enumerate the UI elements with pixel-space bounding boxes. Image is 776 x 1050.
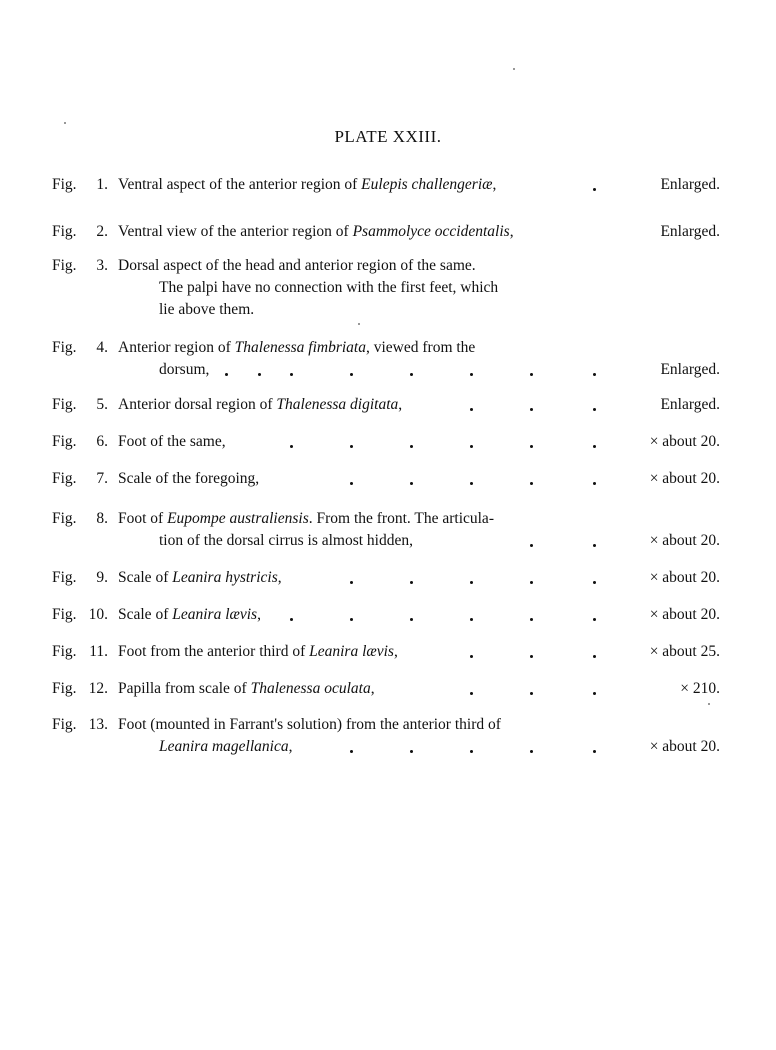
figure-label: Fig. <box>52 223 77 240</box>
figure-line <box>0 223 776 245</box>
species-name: Leanira hystricis <box>172 569 278 586</box>
figure-description <box>118 643 398 661</box>
description-text: Anterior dorsal region of <box>118 396 277 413</box>
figure-label: Fig. <box>52 176 77 193</box>
figure-number: 7. <box>96 470 108 487</box>
leader-dot <box>593 445 596 448</box>
description-text: Foot (mounted in Farrant's solution) from the anterior third of <box>118 716 501 733</box>
figure-description <box>118 470 259 488</box>
description-text: , <box>492 176 497 193</box>
magnification: × about 20. <box>649 433 720 450</box>
leader-dot <box>350 482 353 485</box>
magnification: × about 20. <box>649 569 720 586</box>
leader-dot <box>350 750 353 753</box>
leader-dot <box>530 655 533 658</box>
leader-dot <box>470 750 473 753</box>
description-text: Ventral view of the anterior region of <box>118 223 353 240</box>
figure-label: Fig. <box>52 606 77 623</box>
species-name: Psammolyce occidentalis <box>352 223 510 240</box>
figure-line <box>0 510 776 532</box>
species-name: Thalenessa fimbriata <box>234 339 366 356</box>
figure-line <box>0 716 776 738</box>
magnification: × 210. <box>680 680 720 697</box>
description-text: , <box>288 738 293 755</box>
scan-speck <box>358 323 360 325</box>
description-text: , <box>398 396 403 413</box>
leader-dot <box>350 445 353 448</box>
figure-description <box>118 223 514 241</box>
leader-dot <box>350 581 353 584</box>
figure-line <box>0 396 776 418</box>
magnification: × about 20. <box>649 470 720 487</box>
species-name: Eupompe australiensis <box>167 510 309 527</box>
figure-line <box>0 339 776 361</box>
figure-number: 11. <box>89 643 108 660</box>
leader-dot <box>410 618 413 621</box>
description-text: lie above them. <box>159 301 255 318</box>
figure-number: 8. <box>96 510 108 527</box>
figure-number: 12. <box>88 680 108 697</box>
figure-line <box>0 361 776 383</box>
description-text: Scale of the foregoing, <box>118 470 260 487</box>
magnification: × about 20. <box>649 606 720 623</box>
leader-dot <box>593 482 596 485</box>
leader-dot <box>593 373 596 376</box>
figure-number: 1. <box>96 176 108 193</box>
leader-dot <box>530 373 533 376</box>
figure-number: 13. <box>88 716 108 733</box>
figure-line <box>0 569 776 591</box>
leader-dot <box>470 373 473 376</box>
leader-dot <box>530 692 533 695</box>
figure-line <box>0 738 776 760</box>
leader-dot <box>350 373 353 376</box>
species-name: Thalenessa oculata <box>250 680 371 697</box>
description-text: Dorsal aspect of the head and anterior region of the same. <box>118 257 476 274</box>
figure-number: 3. <box>96 257 108 274</box>
figure-description <box>118 716 501 734</box>
leader-dot <box>225 373 228 376</box>
leader-dot <box>530 544 533 547</box>
figure-number: 10. <box>88 606 108 623</box>
magnification: Enlarged. <box>660 176 720 193</box>
description-text: . From the front. The articula- <box>308 510 494 527</box>
leader-dot <box>470 692 473 695</box>
scan-speck <box>708 703 710 705</box>
leader-dot <box>290 445 293 448</box>
leader-dot <box>290 373 293 376</box>
magnification: Enlarged. <box>660 223 720 240</box>
figure-description <box>118 176 496 194</box>
figure-description <box>159 361 209 379</box>
leader-dot <box>593 581 596 584</box>
leader-dot <box>530 618 533 621</box>
description-text: , <box>370 680 375 697</box>
description-text: Scale of <box>118 606 173 623</box>
leader-dot <box>530 750 533 753</box>
leader-dot <box>593 544 596 547</box>
figure-line <box>0 433 776 455</box>
description-text: Ventral aspect of the anterior region of <box>118 176 362 193</box>
magnification: × about 25. <box>649 643 720 660</box>
figure-description <box>118 396 402 414</box>
species-name: Leanira magellanica <box>159 738 289 755</box>
leader-dot <box>470 655 473 658</box>
figure-line <box>0 279 776 301</box>
description-text: tion of the dorsal cirrus is almost hidden, <box>159 532 413 549</box>
description-text: Scale of <box>118 569 173 586</box>
description-text: The palpi have no connection with the first feet, which <box>159 279 499 296</box>
figure-line <box>0 606 776 628</box>
leader-dot <box>530 445 533 448</box>
leader-dot <box>290 618 293 621</box>
magnification: × about 20. <box>649 532 720 549</box>
leader-dot <box>350 618 353 621</box>
figure-number: 9. <box>96 569 108 586</box>
figure-description <box>118 680 375 698</box>
leader-dot <box>410 581 413 584</box>
leader-dot <box>470 581 473 584</box>
leader-dot <box>410 750 413 753</box>
leader-dot <box>258 373 261 376</box>
figure-line <box>0 680 776 702</box>
figure-line <box>0 301 776 323</box>
figure-line <box>0 176 776 198</box>
leader-dot <box>593 188 596 191</box>
description-text: , <box>257 606 261 623</box>
species-name: Eulepis challengeriæ <box>361 176 493 193</box>
figure-line <box>0 532 776 554</box>
description-text: , <box>277 569 282 586</box>
figure-description <box>159 532 413 550</box>
description-text: , <box>393 643 398 660</box>
figure-description <box>118 510 494 528</box>
figure-description <box>118 606 261 624</box>
figure-label: Fig. <box>52 643 77 660</box>
figure-label: Fig. <box>52 716 77 733</box>
figure-number: 5. <box>96 396 108 413</box>
description-text: , <box>509 223 514 240</box>
magnification: × about 20. <box>649 738 720 755</box>
species-name: Leanira lævis <box>309 643 394 660</box>
magnification: Enlarged. <box>660 361 720 378</box>
leader-dot <box>410 482 413 485</box>
species-name: Leanira lævis <box>172 606 258 623</box>
figure-description <box>118 257 476 275</box>
leader-dot <box>593 750 596 753</box>
figure-label: Fig. <box>52 339 77 356</box>
leader-dot <box>530 482 533 485</box>
figure-description <box>159 738 292 756</box>
figure-label: Fig. <box>52 569 77 586</box>
plate-title: PLATE XXIII. <box>334 127 442 146</box>
figure-description <box>118 569 282 587</box>
description-text: Papilla from scale of <box>118 680 251 697</box>
figure-label: Fig. <box>52 257 77 274</box>
description-text: Anterior region of <box>118 339 235 356</box>
figure-label: Fig. <box>52 680 77 697</box>
leader-dot <box>410 445 413 448</box>
figure-label: Fig. <box>52 510 77 527</box>
figure-description <box>159 301 254 319</box>
leader-dot <box>470 618 473 621</box>
scan-speck <box>513 68 515 70</box>
magnification: Enlarged. <box>660 396 720 413</box>
leader-dot <box>593 655 596 658</box>
figure-description <box>159 279 498 297</box>
figure-number: 4. <box>96 339 108 356</box>
description-text: Foot of <box>118 510 168 527</box>
leader-dot <box>530 408 533 411</box>
leader-dot <box>593 408 596 411</box>
leader-dot <box>410 373 413 376</box>
figure-label: Fig. <box>52 433 77 450</box>
leader-dot <box>470 408 473 411</box>
description-text: Foot of the same, <box>118 433 226 450</box>
figure-line <box>0 470 776 492</box>
scan-speck <box>64 122 66 124</box>
figure-description <box>118 433 226 451</box>
figure-description <box>118 339 475 357</box>
description-text: dorsum, <box>159 361 210 378</box>
figure-number: 2. <box>96 223 108 240</box>
figure-line <box>0 257 776 279</box>
figure-label: Fig. <box>52 396 77 413</box>
description-text: , viewed from the <box>365 339 476 356</box>
species-name: Thalenessa digitata <box>276 396 399 413</box>
figure-number: 6. <box>96 433 108 450</box>
leader-dot <box>470 445 473 448</box>
leader-dot <box>530 581 533 584</box>
leader-dot <box>593 618 596 621</box>
leader-dot <box>470 482 473 485</box>
figure-label: Fig. <box>52 470 77 487</box>
figure-line <box>0 643 776 665</box>
leader-dot <box>593 692 596 695</box>
description-text: Foot from the anterior third of <box>118 643 310 660</box>
